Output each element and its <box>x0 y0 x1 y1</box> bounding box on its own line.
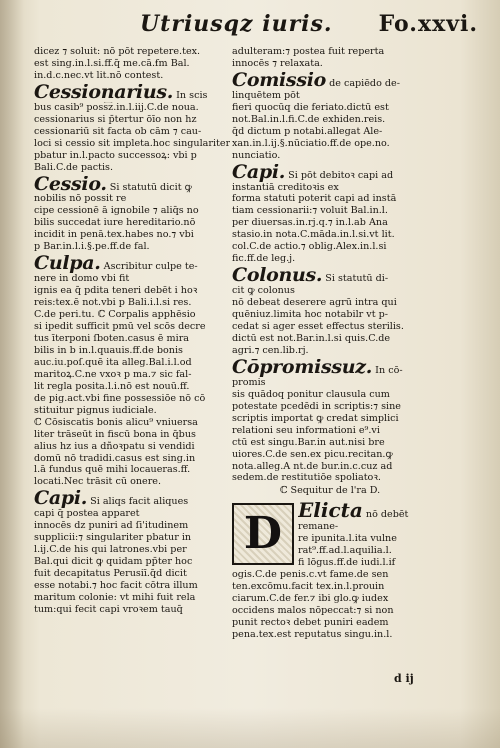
text-line: p Bar.in.l.i.§.pe.ff.de fal. <box>34 241 150 253</box>
text-line: domū nō tradidi.casus est sing.in <box>34 452 196 464</box>
entry-first-line <box>34 490 230 508</box>
folio-number: Fo.xxvi. <box>378 11 478 37</box>
text-line: pbatur in.l.pacto successoꝝ: vbi p <box>34 149 197 161</box>
text-line: per diuersas.in.rj.q.⁊ in.l.ab Ana <box>232 217 388 229</box>
signature-mark: d ij <box>394 672 414 685</box>
entry-keyword: Cōpromissuz. <box>232 358 373 377</box>
entry-culpa <box>34 255 230 488</box>
running-title: Utriusqz iuris. <box>140 11 333 37</box>
text-line: est sing.in.l.si.ff.q̄ me.cā.ẜm Bal. <box>34 57 190 69</box>
text-line: maritum colonie: vt mihi fuit rela <box>34 591 196 603</box>
text-line: fic.ff.de leg.j. <box>232 253 296 265</box>
text-line: nota.alleg.A nt.de bur.in.c.cuz ad <box>232 460 393 472</box>
text-line: promis <box>232 376 266 388</box>
entry-first-text: Si statutū dicit ꝙ <box>109 181 192 193</box>
text-line: tus īterponi ſboten.casus ē mira <box>34 332 190 344</box>
text-line: fieri quocūq die feriato.dictū est <box>232 101 389 113</box>
text-line: stasio.in nota.C.māda.in.l.si.vt lit. <box>232 229 395 241</box>
intro-text <box>34 46 230 82</box>
text-line: innocēs dz puniri ad ſi'itudinem <box>34 520 189 532</box>
text-line: locati.Nec trāsit cū onere. <box>34 476 162 488</box>
text-line: nobilis nō possit re <box>34 193 127 205</box>
text-line: cessionariū sit facta ob cām ⁊ cau- <box>34 125 202 137</box>
text-line: re ipunita.l.ita vulne <box>298 533 397 545</box>
text-line: ignis ea q̄ pdita teneri debēt i hoꝛ <box>34 285 198 297</box>
text-line: cipe cessionē ā ignobile ⁊ aliq̄s no <box>34 205 199 217</box>
entry-first-line <box>232 72 428 90</box>
text-line: cit ꝙ colonus <box>232 285 295 297</box>
text-line: ogis.C.de penis.c.vt fame.de sen <box>232 569 389 581</box>
text-line: esse notabi.⁊ hoc facit cōtra illum <box>34 580 198 592</box>
text-line: agri.⁊ cen.lib.rj. <box>232 344 309 356</box>
text-line: Bali.C.de pactis. <box>34 161 114 173</box>
bottom-shadow <box>0 708 500 748</box>
running-header <box>140 8 478 40</box>
text-line: Bal.qui dicit ꝙ quidam pp̄ter hoc <box>34 556 193 568</box>
entry-first-text: de capiēdo de- <box>329 77 400 89</box>
entry-first-text: Si statutū di- <box>325 273 389 285</box>
text-line: not.Bal.in.l.fi.C.de exhiden.reis. <box>232 113 386 125</box>
entry-comissio <box>232 72 428 162</box>
entry-first-text: Si aliqs facit aliques <box>90 496 189 508</box>
text-line: si ipedit sufficit pmū vel scōs decre <box>34 321 206 333</box>
text-line: ciarum.C.de fer.⁊ ibi glo.ꝙ iudex <box>232 593 389 605</box>
text-line: ℂ Cōsiscatis bonis alicu⁹ vniuersa <box>34 416 198 428</box>
text-line: in.d.c.nec.vt lit.nō contest. <box>34 69 164 81</box>
entry-keyword: Elicta <box>298 501 363 522</box>
text-line: fuit decapitatus Perusiī.q̄d dicit <box>34 568 187 580</box>
gutter-shadow <box>0 0 24 748</box>
text-line: nō debeat deserere agrū intra qui <box>232 297 397 309</box>
text-line: l.ij.C.de his qui latrones.vbi per <box>34 544 187 556</box>
text-line: alius h̄z ius a dñoꝛpatu si vendidi <box>34 440 195 452</box>
text-line: col.C.de actio.⁊ oblig.Alex.in.l.si <box>232 241 387 253</box>
entry-first-line <box>232 164 428 182</box>
text-line: occidens malos nōpeccat:⁊ si non <box>232 604 394 616</box>
text-line: pena.tex.est reputatus singu.in.l. <box>232 628 393 640</box>
intro-text <box>232 46 428 70</box>
entry-elicta <box>232 501 428 640</box>
text-line: cessionarius si p̄tertur ōīo non h̄z <box>34 113 197 125</box>
text-line: dicez ⁊ soluit: nō pōt repetere.tex. <box>34 46 201 57</box>
entry-cpromissuz <box>232 359 428 485</box>
section-heading: ℂ Sequitur de l'ra D. <box>279 485 381 497</box>
text-line: supplicii:⁊ singulariter pbatur in <box>34 532 192 544</box>
text-line: relationi seu informationi e⁹.vi <box>232 424 380 436</box>
text-line: q̄d dictum p notabi.allegat Ale- <box>232 125 383 137</box>
text-line: innocēs ⁊ relaxata. <box>232 57 323 69</box>
entry-first-line <box>232 359 428 377</box>
text-line: sis quādoq ponitur clausula cum <box>232 388 390 400</box>
left-column <box>34 46 230 617</box>
entry-first-line <box>232 267 428 285</box>
text-line: cedat si ager esset effectus sterilis. <box>232 321 404 333</box>
text-line: nere in domo vbi fit <box>34 273 130 285</box>
text-line: bilis in b in.l.quauis.ff.de bonis <box>34 344 183 356</box>
text-line: rat⁹.ff.ad.l.aquilia.l. <box>298 545 392 557</box>
entry-keyword: Culpa. <box>34 255 101 274</box>
text-line: tiam cessionarii:⁊ voluit Bal.in.l. <box>232 205 388 217</box>
entry-first-text: nō debēt <box>365 509 409 521</box>
entry-keyword: Cessionarius. <box>34 83 174 102</box>
text-line: xan.in.l.ij.§.nūciatio.ff.de ope.no. <box>232 137 390 149</box>
entry-first-text: Si pōt debitoꝛ capi ad <box>288 169 394 181</box>
entry-cessionarius <box>34 84 230 174</box>
entry-first-line <box>298 501 428 521</box>
entry-first-text: Ascribitur culpe te- <box>103 261 198 273</box>
text-line: adulteram:⁊ postea fuit reperta <box>232 46 385 57</box>
entry-colonus <box>232 267 428 357</box>
decorated-initial-d: D <box>232 503 294 565</box>
entry-cessio <box>34 176 230 254</box>
entry-keyword: Comissio <box>232 71 327 90</box>
text-line: potestate pcedēdi in scriptis:⁊ sine <box>232 400 401 412</box>
entry-first-text: In cō- <box>375 364 403 376</box>
text-line: sedem.de restitutiōe spoliatoꝛ. <box>232 472 381 484</box>
entry-first-line <box>34 255 230 273</box>
text-line: C.de peri.tu. ℂ Corpalis apphēsio <box>34 309 196 321</box>
text-line: reis:tex.ē not.vbi p Bali.i.l.si res. <box>34 297 192 309</box>
text-line: ten.excōmu.facit tex.in.l.prouin <box>232 581 385 593</box>
text-line: de pig.act.vbi fine possessiōe nō cō <box>34 392 206 404</box>
text-line: nunciatio. <box>232 149 281 161</box>
text-line: stituitur pignus iudiciale. <box>34 404 157 416</box>
entry-capi <box>232 164 428 266</box>
text-line: maritoꝝ.C.ne vxoꝛ p ma.⁊ sic fal- <box>34 368 192 380</box>
text-line: uiores.C.de sen.ex picu.recitan.ꝙ <box>232 448 393 460</box>
text-line: scriptis importat ꝙ credat simplici <box>232 412 399 424</box>
text-line: bus casib⁹ poss͡z.in.l.iij.C.de noua. <box>34 101 199 113</box>
text-line: punit rectoꝛ debet puniri eadem <box>232 616 389 628</box>
entry-first-line <box>34 84 230 102</box>
text-line: ctū est singu.Bar.in aut.nisi bre <box>232 436 385 448</box>
right-column <box>232 46 428 641</box>
entry-first-text: In scis <box>176 89 208 101</box>
text-line: capi q̄ postea apparet <box>34 508 140 520</box>
text-line: dictū est not.Bar.in.l.si quis.C.de <box>232 332 391 344</box>
text-line: liter trāseūt in fiscū bona in q̄bus <box>34 428 196 440</box>
text-line: instantiā creditoꝛis ex <box>232 181 339 193</box>
text-line: auc.iu.poſ.quē ita alleg.Bal.i.l.od <box>34 356 192 368</box>
text-line: bilis succedat iure hereditario.nō <box>34 217 196 229</box>
text-line: tum:qui fecit capi vroꝛem tauq̄ <box>34 603 183 615</box>
text-line: remane- <box>298 521 339 533</box>
text-line: l.ā fundus quē mihi locaueras.ff. <box>34 464 191 476</box>
text-line: loci si cessio sit impleta.hoc singulariter <box>34 137 230 149</box>
text-line: lit regla posita.l.i.nō est nouū.ff. <box>34 380 190 392</box>
text-line: incidit in penā.tex.habes no.⁊ vbi <box>34 229 194 241</box>
text-line: forma statuti poterit capi ad instā <box>232 193 397 205</box>
text-line: quēniuz.limita hoc notabilr vt p- <box>232 309 388 321</box>
entry-first-line <box>34 176 230 194</box>
entry-capi <box>34 490 230 616</box>
text-line: linquētem pōt <box>232 89 300 101</box>
entry-keyword: Capi. <box>34 490 88 509</box>
text-line: fi lōgus.ff.de iudi.l.if <box>298 557 396 569</box>
entry-keyword: Colonus. <box>232 267 323 286</box>
entry-keyword: Capi. <box>232 163 286 182</box>
entry-keyword: Cessio. <box>34 175 107 194</box>
